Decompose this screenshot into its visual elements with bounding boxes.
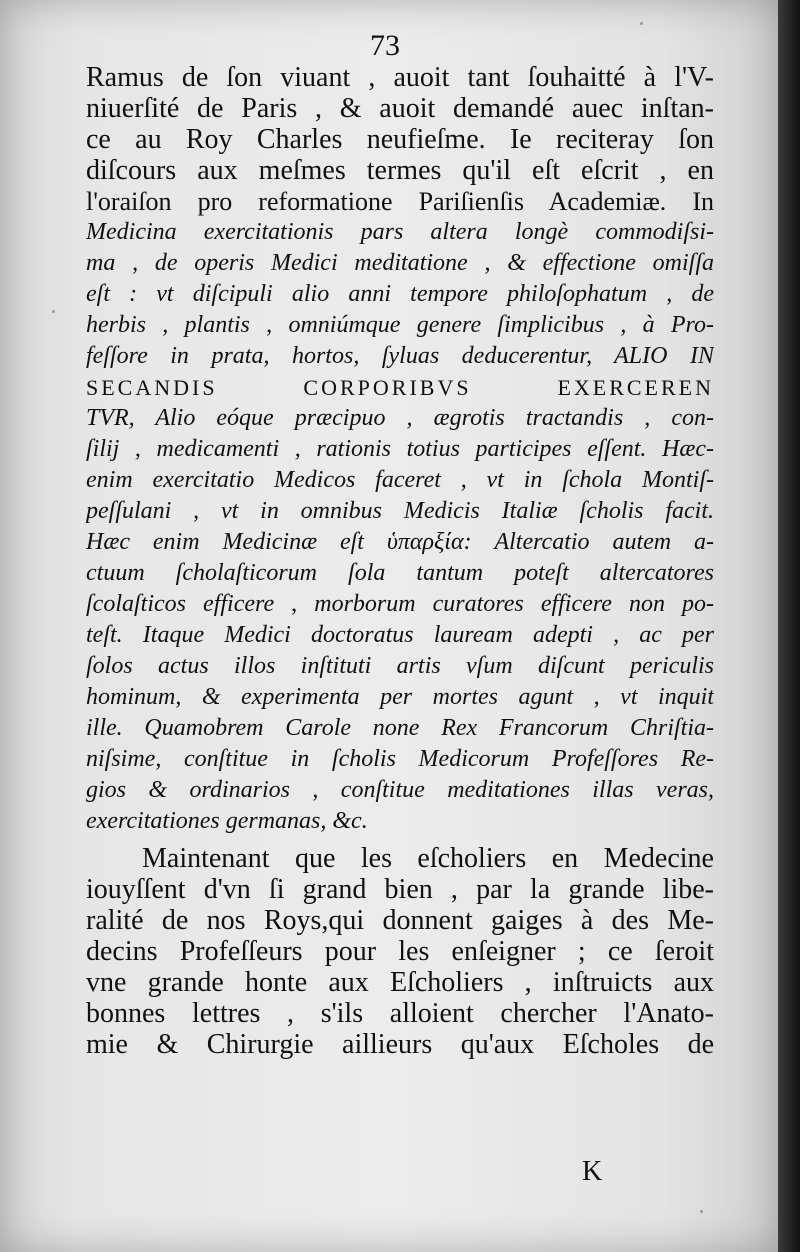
text-line: mie & Chirurgie aillieurs qu'aux Eſcholes de	[86, 1029, 714, 1060]
text-line: ce au Roy Charles neufieſme. Ie reciteray ſon	[86, 124, 714, 155]
latin-quote-line: niſsime, conſtitue in ſcholis Medicorum Profeſſores Re-	[86, 746, 714, 772]
latin-quote-line: ſolos actus illos inſtituti artis vſum diſcunt periculis	[86, 653, 714, 679]
text-line: ralité de nos Roys,qui donnent gaiges à des Me-	[86, 905, 714, 936]
text-line: Ramus de ſon viuant , auoit tant ſouhaitté à l'V-	[86, 62, 714, 93]
latin-quote-line: ſilij , medicamenti , rationis totius participes eſſent. Hæc-	[86, 436, 714, 462]
latin-quote-line: Hæc enim Medicinæ eſt ὑπαρξία: Altercatio autem a-	[86, 529, 714, 555]
latin-quote-line: hominum, & experimenta per mortes agunt , vt inquit	[86, 684, 714, 710]
catchword: K	[582, 1156, 603, 1187]
latin-quote-line: herbis , plantis , omniúmque genere ſimplicibus , à Pro-	[86, 312, 714, 338]
text-line: l'oraiſon pro reformatione Pariſienſis Academiæ. In	[86, 187, 714, 216]
page-edge-shadow	[778, 0, 800, 1252]
text-line: iouyſſent d'vn ſi grand bien , par la grande libe-	[86, 874, 714, 905]
latin-quote-line: ctuum ſcholaſticorum ſola tantum poteſt altercatores	[86, 560, 714, 586]
paper-speck	[52, 310, 55, 313]
latin-quote-line: eſt : vt diſcipuli alio anni tempore philoſophatum , de	[86, 281, 714, 307]
latin-quote-line: enim exercitatio Medicos faceret , vt in ſchola Montiſ-	[86, 467, 714, 493]
latin-quote-line: feſſore in prata, hortos, ſyluas deducerentur, ALIO IN	[86, 343, 714, 369]
latin-quote-line: ille. Quamobrem Carole none Rex Francorum Chriſtia-	[86, 715, 714, 741]
text-line: diſcours aux meſmes termes qu'il eſt eſcrit , en	[86, 155, 714, 186]
text-line: bonnes lettres , s'ils alloient chercher l'Anato-	[86, 998, 714, 1029]
latin-quote-line: teſt. Itaque Medici doctoratus lauream adepti , ac per	[86, 622, 714, 648]
body-text	[86, 62, 714, 1060]
latin-quote-line: TVR, Alio eóque præcipuo , ægrotis tractandis , con-	[86, 405, 714, 431]
text-line: decins Profeſſeurs pour les enſeigner ; ce ſeroit	[86, 936, 714, 967]
text-line: niuerſité de Paris , & auoit demandé auec inſtan-	[86, 93, 714, 124]
text-line: Maintenant que les eſcholiers en Medecine	[142, 843, 714, 874]
latin-quote-line: exercitationes germanas, &c.	[86, 808, 368, 834]
latin-quote-line: gios & ordinarios , conſtitue meditationes illas veras,	[86, 777, 714, 803]
latin-quote-line: ſcolaſticos efficere , morborum curatores efficere non po-	[86, 591, 714, 617]
paper-speck	[640, 22, 643, 25]
page-number: 73	[370, 29, 400, 62]
paper-speck	[700, 1210, 703, 1213]
text-line: vne grande honte aux Eſcholiers , inſtruicts aux	[86, 967, 714, 998]
latin-quote-line: ma , de operis Medici meditatione , & effectione omiſſa	[86, 250, 714, 276]
latin-quote-line: Medicina exercitationis pars altera longè commodiſsi-	[86, 219, 714, 245]
latin-quote-line: peſſulani , vt in omnibus Medicis Italiæ ſcholis facit.	[86, 498, 714, 524]
latin-quote-caps-line: SECANDIS CORPORIBVS EXERCEREN	[86, 375, 714, 400]
